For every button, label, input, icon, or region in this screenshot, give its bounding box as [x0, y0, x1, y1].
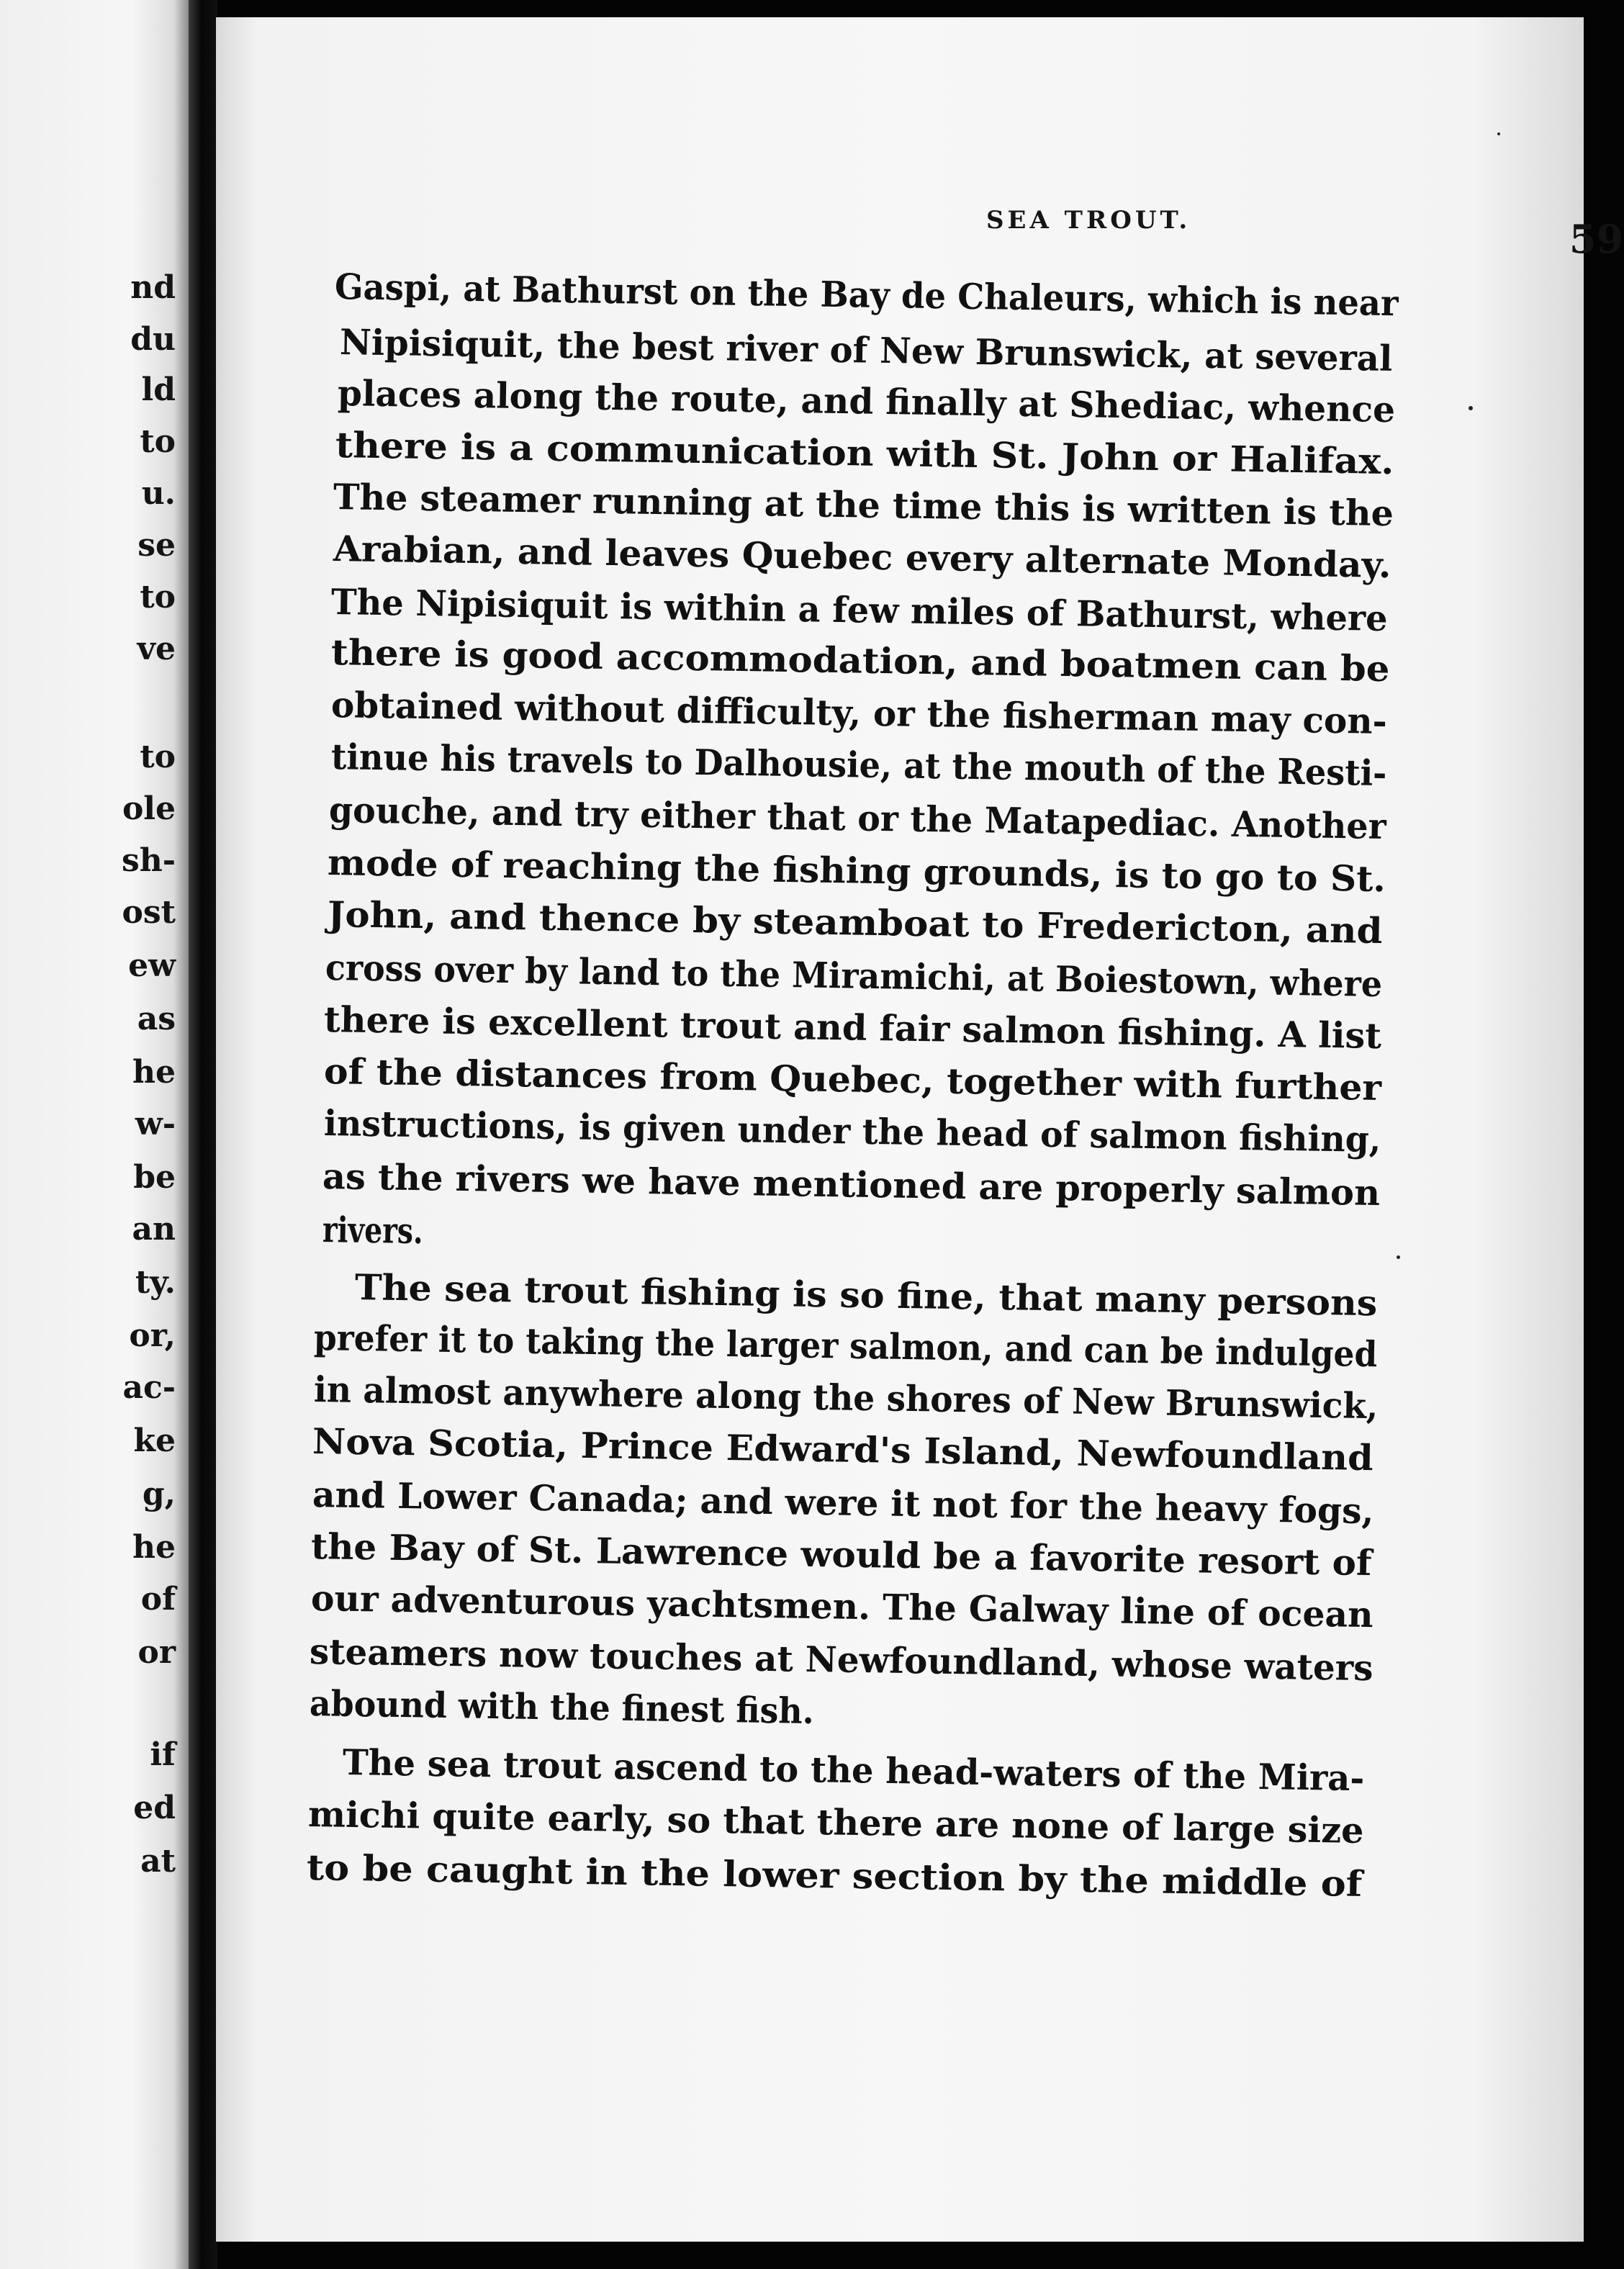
- body-line: there is excellent trout and fair salmon fishing. A list: [323, 998, 1382, 1057]
- left-page-fragment: or,: [129, 1317, 176, 1354]
- body-line: Nova Scotia, Prince Edward's Island, Newfoundland: [312, 1420, 1374, 1479]
- right-page: [216, 17, 1624, 2242]
- body-line: John, and thence by steamboat to Fredericton, and: [327, 893, 1384, 952]
- left-page-fragment: ac-: [122, 1369, 176, 1406]
- left-page-fragment: u.: [141, 475, 176, 512]
- body-line: steamers now touches at Newfoundland, whose waters: [309, 1630, 1373, 1690]
- left-page-fragment: be: [133, 1159, 176, 1196]
- body-line: rivers.: [322, 1209, 424, 1253]
- body-line: instructions, is given under the head of salmon fishing,: [323, 1102, 1381, 1161]
- body-line: gouche, and try either that or the Matapediac. Another: [328, 789, 1387, 848]
- body-line: abound with the finest fish.: [309, 1682, 815, 1733]
- left-page-fragment: sh-: [121, 842, 176, 879]
- body-line: The Nipisiquit is within a few miles of Bathurst, where: [330, 581, 1389, 640]
- left-page-fragment: as: [137, 1001, 176, 1037]
- body-line: Nipisiquit, the best river of New Brunswick, at several: [339, 321, 1393, 379]
- body-line: mode of reaching the fishing grounds, is to go to St.: [327, 842, 1386, 901]
- body-line: our adventurous yachtsmen. The Galway line of ocean: [310, 1577, 1374, 1636]
- body-line: as the rivers we have mentioned are properly salmon: [322, 1155, 1381, 1214]
- left-page-fragment: ke: [133, 1422, 176, 1459]
- body-line: there is a communication with St. John or Halifax.: [335, 424, 1394, 483]
- page-number: 59: [1569, 216, 1624, 262]
- left-page-fragment: ole: [122, 790, 176, 827]
- left-page-fragment: an: [132, 1211, 176, 1248]
- body-line: places along the route, and finally at Shediac, whence: [337, 372, 1396, 431]
- body-line: to be caught in the lower section by the middle of: [306, 1846, 1363, 1905]
- left-page-fragment: to: [140, 423, 176, 460]
- body-line: obtained without difficulty, or the fisherman may con-: [330, 684, 1388, 743]
- left-page-fragment: ed: [133, 1790, 176, 1826]
- body-line: there is good accommodation, and boatmen can be: [330, 631, 1390, 690]
- left-page-fragment: to: [140, 579, 176, 615]
- left-page-fragment: du: [130, 321, 176, 358]
- left-page-fragment: ld: [141, 371, 176, 408]
- running-head: SEA TROUT.: [986, 206, 1191, 235]
- body-line: of the distances from Quebec, together with further: [323, 1050, 1382, 1109]
- left-facing-page: [0, 0, 189, 2269]
- body-line: michi quite early, so that there are none of large size: [307, 1793, 1364, 1852]
- body-line: Gaspi, at Bathurst on the Bay de Chaleurs, which is near: [334, 266, 1399, 325]
- left-page-fragment: ew: [128, 947, 176, 984]
- body-line: The steamer running at the time this is written is the: [333, 476, 1394, 535]
- body-line: prefer it to taking the larger salmon, and can be indulged: [313, 1317, 1378, 1376]
- body-line: cross over by land to the Miramichi, at Boiestown, where: [325, 947, 1383, 1006]
- left-page-fragment: nd: [130, 269, 176, 306]
- book-gutter: [189, 0, 217, 2269]
- left-page-fragment: at: [140, 1843, 176, 1880]
- left-page-fragment: w-: [135, 1106, 176, 1142]
- left-page-fragment: ty.: [135, 1264, 176, 1301]
- left-page-fragment: he: [132, 1529, 176, 1566]
- left-page-fragment: of: [140, 1581, 176, 1618]
- left-page-fragment: to: [140, 739, 176, 775]
- left-page-fragment: se: [137, 527, 176, 564]
- body-line: the Bay of St. Lawrence would be a favorite resort of: [310, 1525, 1372, 1584]
- body-line: in almost anywhere along the shores of New Brunswick,: [313, 1368, 1379, 1427]
- body-line: and Lower Canada; and were it not for the heavy fogs,: [312, 1474, 1374, 1533]
- print-speck: [1469, 406, 1473, 410]
- left-page-fragment: ost: [122, 894, 176, 931]
- body-line: Arabian, and leaves Quebec every alternate Monday.: [333, 528, 1391, 587]
- left-page-fragment: ve: [137, 631, 176, 667]
- body-line: The sea trout fishing is so fine, that many persons: [354, 1266, 1378, 1325]
- left-page-fragment: if: [150, 1736, 176, 1773]
- left-page-fragment: g,: [142, 1476, 176, 1512]
- print-speck: [1497, 132, 1500, 135]
- left-page-fragment: or: [137, 1634, 176, 1671]
- left-page-fragment: he: [132, 1054, 176, 1091]
- print-speck: [1397, 1255, 1400, 1259]
- body-line: tinue his travels to Dalhousie, at the mouth of the Resti-: [330, 736, 1387, 795]
- body-line: The sea trout ascend to the head-waters of the Mira-: [342, 1741, 1365, 1800]
